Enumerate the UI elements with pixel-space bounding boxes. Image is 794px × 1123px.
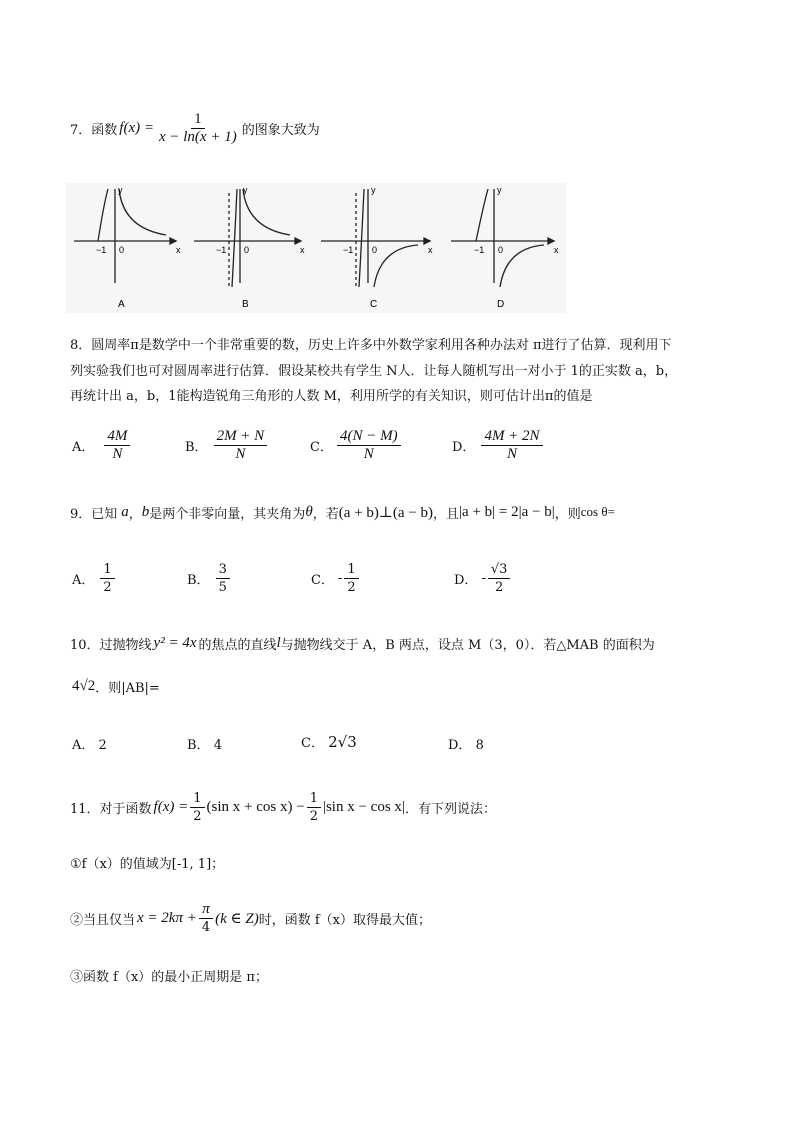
graph-a-x-label: x — [176, 245, 181, 255]
q9-vec-b: b — [141, 503, 150, 520]
graph-c-right-branch — [374, 245, 418, 287]
q9-option-c-frac — [344, 561, 358, 596]
graph-a-left-branch — [98, 189, 108, 241]
graph-c — [321, 189, 430, 287]
q11-stem — [70, 786, 496, 828]
q11-half2 — [307, 790, 321, 825]
q8-option-a-den: N — [112, 446, 123, 462]
q11-s2-pi: π — [199, 901, 213, 919]
q10-option-c-value: 2√3 — [328, 733, 357, 751]
q9-option-d-frac — [488, 561, 511, 596]
graph-d-x-arrow — [548, 238, 554, 244]
q10-eq: y² = 4x — [153, 635, 197, 651]
graph-c-minus-one: −1 — [343, 245, 354, 255]
q9-option-d-den: 2 — [494, 580, 504, 595]
graph-d — [451, 189, 554, 287]
q10-stem-line2 — [72, 677, 160, 696]
q8-option-c[interactable] — [310, 428, 403, 463]
q8-option-a-letter: A． — [72, 440, 95, 455]
q8-option-a-num: 4M — [104, 428, 130, 446]
q9-option-c[interactable] — [311, 561, 361, 596]
q9-end: ，则 — [554, 506, 581, 522]
graph-a-y-label: y — [118, 185, 123, 195]
q9-option-b-letter: B． — [187, 573, 210, 588]
q11-s2-prefix: ②当且仅当 — [70, 912, 136, 928]
graph-c-zero: 0 — [372, 245, 378, 255]
q10-option-d[interactable] — [448, 734, 484, 753]
graph-c-x-label: x — [428, 245, 433, 255]
q9-option-b-frac — [216, 561, 230, 596]
graph-d-x-label: x — [554, 245, 559, 255]
graph-d-minus-one: −1 — [474, 245, 485, 255]
q8-option-d-num: 4M + 2N — [481, 428, 542, 446]
q11-s2-suffix: 时，函数 f（x）取得最大值； — [258, 912, 431, 928]
q8-option-b-letter: B． — [185, 440, 208, 455]
graph-d-y-label: y — [497, 185, 502, 195]
q7-suffix: 的图象大致为 — [241, 122, 320, 138]
q11-s2-cond: (k ∈ Z) — [215, 910, 259, 927]
graph-b-x-label: x — [300, 245, 305, 255]
q9-option-b-den: 5 — [218, 580, 227, 595]
q9-theta: θ — [305, 503, 313, 520]
q9-cos: cos θ= — [580, 504, 615, 519]
q11-half1-den: 2 — [193, 808, 202, 824]
q8-option-a[interactable] — [72, 428, 132, 463]
graph-a-label: A — [118, 299, 125, 310]
q11-suffix: ．有下列说法： — [404, 801, 496, 817]
q10-end: ．则|AB|= — [95, 681, 160, 696]
graph-a-minus-one: −1 — [96, 245, 107, 255]
q10-option-d-value: 8 — [475, 738, 484, 753]
q9-option-a-den: 2 — [103, 580, 112, 595]
graph-b-label: B — [242, 299, 249, 310]
q8-option-b-num: 2M + N — [214, 428, 268, 446]
graph-b — [194, 189, 301, 287]
graph-d-left-branch — [476, 189, 488, 241]
q11-prefix: 11．对于函数 — [70, 801, 152, 817]
graph-a — [74, 189, 176, 283]
q10-prefix: 10．过抛物线 — [70, 638, 152, 653]
graph-d-label: D — [497, 299, 505, 310]
q9-option-d-num: √3 — [488, 561, 511, 579]
q11-half1 — [190, 790, 204, 825]
q9-option-c-letter: C． — [311, 573, 334, 588]
q9-mid: 是两个非零向量，其夹角为 — [149, 506, 306, 522]
q9-vec-a: a — [121, 503, 129, 520]
q10-option-b-value: 4 — [213, 738, 222, 753]
q8-option-d[interactable] — [452, 428, 545, 463]
q11-half2-den: 2 — [309, 808, 318, 824]
q8-option-a-frac — [104, 428, 130, 463]
q9-option-a-num: 1 — [100, 561, 114, 579]
q8-line2: 列实验我们也可对圆周率进行估算．假设某校共有学生 N人．让每人随机写出一对小于 1的正实数 a，b， — [70, 364, 678, 379]
q8-option-d-frac — [481, 428, 542, 463]
q9-option-d-sign: - — [481, 571, 486, 586]
q11-s2-eq: x = 2kπ + — [137, 909, 197, 926]
graph-a-x-arrow — [170, 238, 176, 244]
q8-line1: 8．圆周率π是数学中一个非常重要的数，历史上许多中外数学家利用各种办法对 π进行了估算．现利用下 — [70, 338, 672, 353]
q8-option-c-letter: C． — [310, 440, 333, 455]
q7-numerator: 1 — [191, 111, 205, 129]
q9-option-c-num: 1 — [344, 561, 358, 579]
graph-c-left-branch — [359, 189, 364, 287]
q10-stem — [70, 634, 655, 653]
graph-c-label: C — [370, 299, 378, 310]
q9-comma: ， — [128, 506, 142, 522]
q9-abs-eq: |a + b| = 2|a − b| — [459, 503, 555, 520]
q11-statement-3: ③函数 f（x）的最小正周期是 π； — [70, 970, 268, 985]
q10-option-b[interactable] — [187, 734, 222, 753]
q9-option-a-letter: A． — [72, 573, 95, 588]
graph-a-zero: 0 — [119, 245, 125, 255]
q10-option-a-letter: A． — [72, 738, 95, 753]
q9-prefix: 9．已知 — [70, 506, 118, 522]
q11-s2-four: 4 — [201, 919, 211, 935]
q10-option-d-letter: D． — [448, 738, 472, 753]
q11-part2: |sin x − cos x| — [322, 798, 405, 815]
q9-stem — [70, 500, 615, 524]
graph-d-right-branch — [500, 245, 544, 287]
q11-half1-num: 1 — [190, 790, 204, 808]
graph-a-right-branch — [119, 189, 166, 235]
q9-perp: (a + b)⊥(a − b) — [338, 504, 434, 521]
graph-c-y-label: y — [371, 185, 376, 195]
q9-option-c-den: 2 — [347, 580, 356, 595]
q10-option-c[interactable] — [301, 732, 357, 751]
q10-option-a-value: 2 — [98, 738, 107, 753]
q7-graphs — [66, 183, 566, 313]
graph-b-right-branch — [243, 189, 290, 235]
q8-option-b-frac — [214, 428, 268, 463]
q10-option-b-letter: B． — [187, 738, 210, 753]
q8-option-c-frac — [337, 428, 401, 463]
q11-statement-1: ①f（x）的值域为[-1, 1]； — [70, 857, 225, 872]
graph-b-x-arrow — [295, 238, 301, 244]
q7-stem — [70, 108, 320, 148]
q10-option-a[interactable] — [72, 734, 107, 753]
q10-area: 4√2 — [72, 678, 96, 694]
q8-option-c-den: N — [363, 446, 374, 462]
q8-option-c-num: 4(N − M) — [337, 428, 401, 446]
q9-cond1: ，若 — [312, 506, 339, 522]
graph-b-y-label: y — [243, 185, 248, 195]
q7-graphs-svg — [66, 183, 566, 313]
q8-option-d-den: N — [506, 446, 517, 462]
graph-c-x-arrow — [424, 238, 430, 244]
q7-denominator: x − ln(x + 1) — [158, 128, 237, 145]
q7-prefix: 7．函数 — [70, 122, 118, 138]
q7-fraction — [156, 111, 240, 146]
q7-fx: f(x) = — [119, 119, 154, 136]
q10-line-l: l — [276, 635, 281, 651]
graph-b-left-branch — [232, 189, 237, 287]
q11-half2-num: 1 — [307, 790, 321, 808]
q9-option-d-letter: D． — [454, 573, 478, 588]
graph-d-zero: 0 — [498, 245, 504, 255]
q10-mid2: 与抛物线交于 A，B 两点，设点 M（3，0）．若△MAB 的面积为 — [280, 638, 655, 653]
q11-part1: (sin x + cos x) − — [206, 798, 305, 815]
q8-option-b[interactable] — [185, 428, 269, 463]
q9-option-b[interactable] — [187, 561, 232, 596]
graph-b-zero: 0 — [244, 245, 250, 255]
q9-option-c-sign: - — [337, 571, 343, 586]
q8-option-d-letter: D． — [452, 440, 476, 455]
q9-option-a-frac — [100, 561, 114, 596]
q11-fx: f(x) = — [153, 798, 189, 815]
q10-mid1: 的焦点的直线 — [198, 638, 277, 653]
q8-line3: 再统计出 a，b，1能构造锐角三角形的人数 M，利用所学的有关知识，则可估计出π的值是 — [70, 389, 593, 404]
q10-option-c-letter: C． — [301, 736, 324, 751]
q8-option-b-den: N — [235, 446, 246, 462]
q9-option-d[interactable] — [454, 561, 512, 596]
q9-option-a[interactable] — [72, 561, 117, 596]
q11-s2-frac — [199, 901, 213, 936]
graph-b-minus-one: −1 — [216, 245, 227, 255]
q9-cond2: ，且 — [433, 506, 460, 522]
q9-option-b-num: 3 — [216, 561, 230, 579]
q11-statement-2 — [70, 897, 431, 939]
